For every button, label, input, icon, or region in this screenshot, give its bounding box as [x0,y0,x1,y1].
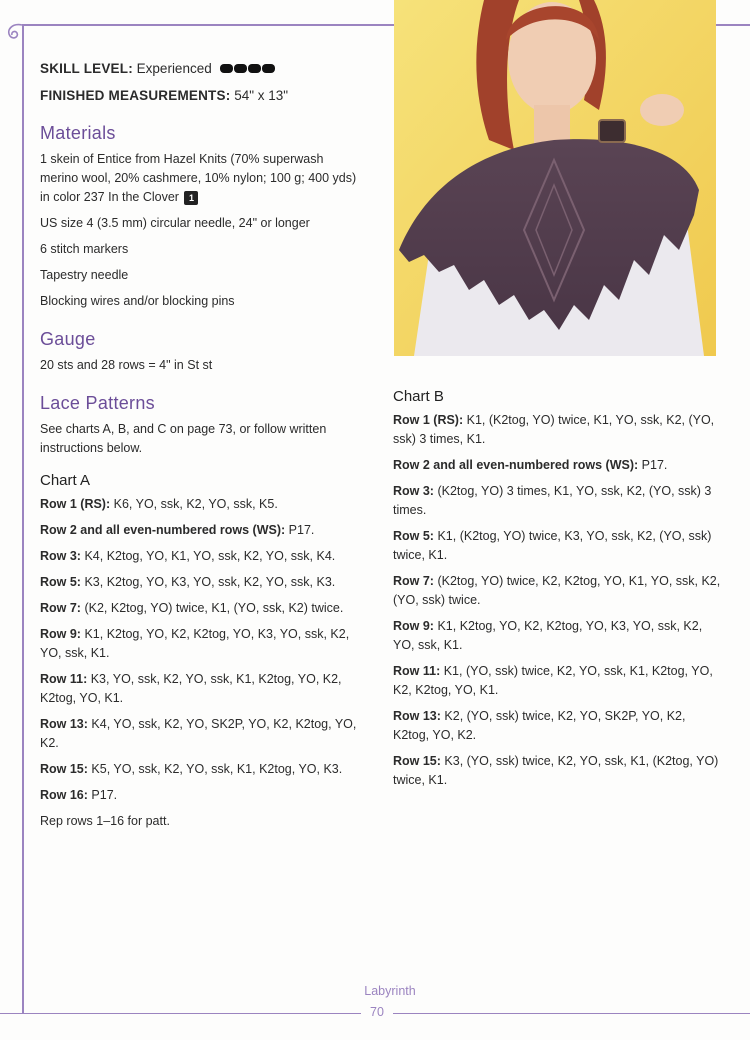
gauge-text: 20 sts and 28 rows = 4" in St st [40,358,213,373]
pattern-row [40,521,360,540]
pattern-row-text: K5, YO, ssk, K2, YO, ssk, K1, K2tog, YO, K3. [87,762,343,777]
pattern-row-text: K1, K2tog, YO, K2, K2tog, YO, K3, YO, ssk, K2, YO, ssk, K1. [393,619,703,652]
pattern-row [393,527,723,565]
pattern-row [40,599,360,618]
pattern-row-text: P17. [87,788,118,803]
pattern-row [393,411,723,449]
yarn-weight-icon: 1 [184,191,198,205]
pattern-row-text: (K2, K2tog, YO) twice, K1, (YO, ssk, K2) twice. [80,601,344,616]
pattern-row [40,786,360,805]
pattern-row-label: Row 1 (RS): [40,497,111,512]
pattern-row [40,760,360,779]
pattern-row [393,572,723,610]
pattern-row-text: (K2tog, YO) 3 times, K1, YO, ssk, K2, (YO, ssk) 3 times. [393,484,712,517]
chart-b-rows [393,411,723,790]
pattern-row-text: K1, (K2tog, YO) twice, K1, YO, ssk, K2, (YO, ssk) 3 times, K1. [393,413,715,446]
chart-b-heading: Chart B [393,388,444,405]
pattern-row-label: Row 1 (RS): [393,413,464,427]
pattern-row-text: K1, (K2tog, YO) twice, K3, YO, ssk, K2, (YO, ssk) twice, K1. [393,529,712,562]
lace-patterns-heading: Lace Patterns [40,393,155,414]
pattern-row [393,617,723,655]
pattern-row-text: K1, (YO, ssk) twice, K2, YO, ssk, K1, K2tog, YO, K2, K2tog, YO, K1. [393,664,713,697]
model-wearing-shawl-image [394,0,716,356]
page-number: 70 [361,1005,393,1019]
materials-heading: Materials [40,123,116,144]
pattern-row-text: K4, K2tog, YO, K1, YO, ssk, K2, YO, ssk, K4. [80,549,336,564]
pattern-row [393,662,723,700]
chart-a-rows [40,495,360,805]
pattern-row [393,456,723,475]
page-frame-top-right [716,24,750,26]
model-photo [394,0,716,356]
skill-level-bars-icon [220,60,276,78]
pattern-row-text: K3, YO, ssk, K2, YO, ssk, K1, K2tog, YO, K2, K2tog, YO, K1. [40,672,342,706]
finished-measurements [40,87,360,105]
pattern-row-label: Row 7: [393,574,434,588]
pattern-row-label: Row 5: [40,575,81,590]
measurements-label: FINISHED MEASUREMENTS: [40,88,231,104]
materials-item: Tapestry needle [40,268,129,283]
pattern-row-label: Row 15: [40,762,88,777]
page-frame-left [22,24,24,1014]
materials-yarn [40,150,360,207]
pattern-row-text: K3, K2tog, YO, K3, YO, ssk, K2, YO, ssk, K3. [80,575,336,590]
pattern-row [40,670,360,708]
pattern-row-label: Row 13: [40,717,88,732]
right-column [393,388,723,797]
pattern-row [393,752,723,790]
pattern-row [40,715,360,753]
pattern-row [40,547,360,566]
pattern-row [40,625,360,663]
pattern-row-label: Row 2 and all even-numbered rows (WS): [393,458,639,472]
chart-a-heading: Chart A [40,472,91,490]
pattern-row-label: Row 9: [393,619,434,633]
materials-item: 6 stitch markers [40,242,129,257]
skill-level [40,60,360,78]
materials-item: Blocking wires and/or blocking pins [40,294,235,309]
footer-title: Labyrinth [364,984,416,998]
pattern-row-label: Row 15: [393,754,441,768]
pattern-row-label: Row 13: [393,709,441,723]
pattern-row-text: K4, YO, ssk, K2, YO, SK2P, YO, K2, K2tog, YO, K2. [40,717,357,751]
pattern-row-label: Row 9: [40,627,81,642]
gauge-heading: Gauge [40,329,96,350]
pattern-row-text: K6, YO, ssk, K2, YO, ssk, K5. [110,497,278,512]
measurements-value: 54" x 13" [234,88,289,104]
pattern-row-label: Row 7: [40,601,81,616]
chart-a-repeat: Rep rows 1–16 for patt. [40,814,170,829]
pattern-row [40,573,360,592]
skill-level-label: SKILL LEVEL: [40,61,133,76]
swirl-ornament-icon [4,22,28,48]
page-frame-top [22,24,394,26]
pattern-row [40,495,360,514]
pattern-row-label: Row 3: [40,549,81,564]
pattern-row-text: (K2tog, YO) twice, K2, K2tog, YO, K1, YO, ssk, K2, (YO, ssk) twice. [393,574,721,607]
left-column [40,60,360,838]
pattern-row-text: P17. [285,523,315,538]
pattern-row-text: K2, (YO, ssk) twice, K2, YO, SK2P, YO, K2, K2tog, YO, K2. [393,709,686,742]
pattern-row-label: Row 11: [393,664,441,678]
pattern-row-label: Row 5: [393,529,434,543]
pattern-row [393,707,723,745]
pattern-row-text: P17. [638,458,668,472]
pattern-row-label: Row 3: [393,484,434,498]
pattern-row-text: K1, K2tog, YO, K2, K2tog, YO, K3, YO, ssk, K2, YO, ssk, K1. [40,627,350,661]
pattern-row-label: Row 11: [40,672,88,687]
materials-item: US size 4 (3.5 mm) circular needle, 24" or longer [40,216,310,231]
pattern-row-label: Row 16: [40,788,88,803]
pattern-row-label: Row 2 and all even-numbered rows (WS): [40,523,286,538]
footer [0,984,750,998]
lace-patterns-text: See charts A, B, and C on page 73, or follow written instructions below. [40,422,327,456]
pattern-row-text: K3, (YO, ssk) twice, K2, YO, ssk, K1, (K2tog, YO) twice, K1. [393,754,719,787]
skill-level-value: Experienced [136,61,212,76]
materials-yarn-text: 1 skein of Entice from Hazel Knits (70% superwash merino wool, 20% cashmere, 10% nylon; 100 g; 400 yds) in color 237 In the Clover [40,152,357,205]
pattern-row [393,482,723,520]
